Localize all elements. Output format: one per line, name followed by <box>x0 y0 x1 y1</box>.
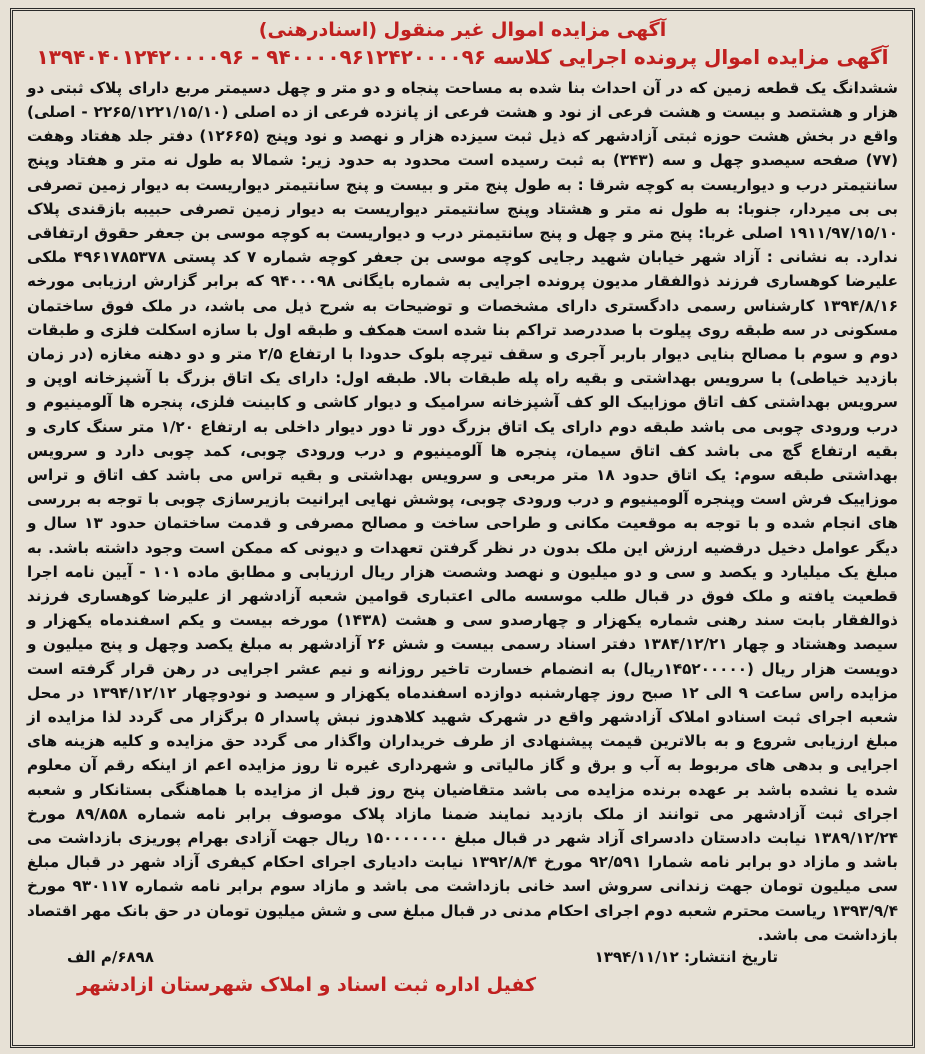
notice-subtitle: آگهی مزایده اموال پرونده اجرایی کلاسه ۹۴۰۰۰۰۹۶۱۲۴۲۰۰۰۰۹۶ - ۱۳۹۴۰۴۰۱۲۴۲۰۰۰۰۹۶ <box>36 44 889 69</box>
notice-title: آگهی مزایده اموال غیر منقول (اسنادرهنی) <box>258 19 667 41</box>
notice-meta <box>27 948 898 966</box>
notice-header <box>27 19 898 70</box>
publish-date: تاریخ انتشار: ۱۳۹۴/۱۱/۱۲ <box>594 948 778 967</box>
notice-body: ششدانگ یک قطعه زمین که در آن احداث بنا شده به مساحت پنجاه و دو متر و چهل دسیمتر مربع دارای پلاک ثبتی دو هزار و هشتصد و بیست و هشت فرعی از نود و هشت فرعی از پانزده فرعی از ده اصلی (۲۲۶۵/۱۲۲۱/۱۵/۱۰ - اصلی) واقع در بخش هشت حوزه ثبتی آزادشهر که ذیل ثبت سیزده هزار و نهصد و نود وپنج (۱۲۶۶۵) دفتر جلد هفتاد وهفت (۷۷) صفحه سیصدو چهل و سه (۳۴۳) به ثبت رسیده است محدود به حدود زیر: شمالا به طول نه متر و هفتاد وپنج سانتیمتر درب و دیواریست به کوچه شرقا : به طول پنج متر و بیست و پنج سانتیمتر دیواریست به دیوار زمین تصرفی بی بی میردار، جنوبا: به طول نه متر و هشتاد وپنج سانتیمتر دیواریست به دیوار زمین تصرفی حبیبه بازقندی پلاک ۱۹۱۱/۹۷/۱۵/۱۰ اصلی غربا: پنج متر و چهل و پنج سانتیمتر درب و دیواریست به کوچه موسی بن جعفر حقوق ارتفاقی ندارد. به نشانی : آزاد شهر خیابان شهید رجایی کوچه موسی بن جعفر کوچه شماره ۷ کد پستی ۴۹۶۱۷۸۵۳۷۸ ملکی علیرضا کوهساری فرزند ذوالفقار مدیون پرونده اجرایی به شماره بایگانی ۹۴۰۰۰۹۸ که برابر گزارش ارزیابی مورخه ۱۳۹۴/۸/۱۶ کارشناس رسمی دادگستری دارای مشخصات و توضیحات به شرح ذیل می باشد، در ملک فوق ساختمان مسکونی در سه طبقه روی پیلوت با صددرصد تراکم بنا شده است همکف و طبقه اول با سازه اسکلت فلزی و طبقات دوم و سوم با مصالح بنایی دیوار باربر آجری و سقف تیرچه بلوک حدودا با ارتفاع ۲/۵ متر و دو دهنه مغازه (در زمان بازدید خیاطی) با سرویس بهداشتی و بقیه راه پله طبقات بالا. طبقه اول: دارای یک اتاق بزرگ با آشپزخانه اوپن و سرویس بهداشتی کف اتاق موزاییک الو کف آشپزخانه سرامیک و دیوار کاشی و کابینت فلزی، پنجره ها آلومینیوم و درب ورودی چوبی می باشد طبقه دوم دارای یک اتاق بزرگ دور تا دور دیوار داخلی به ارتفاع ۱/۲۰ متر سنگ کاری و بقیه ارتفاع گچ می باشد کف اتاق سیمان، پنجره ها آلومینیوم و درب ورودی چوبی، کمد چوبی دارد و سرویس بهداشتی طبقه سوم: یک اتاق حدود ۱۸ متر مربعی و سرویس بهداشتی و بقیه تراس می باشد کف اتاق و تراس موزاییک فرش است وپنجره آلومینیوم و درب ورودی چوبی، پوشش نهایی ایرانیت بازیرسازی چوبی با توجه به بررسی های انجام شده و با توجه به موقعیت مکانی و طراحی ساخت و مصالح مصرفی و قدمت ساختمان حدود ۱۳ سال و دیگر عوامل دخیل درقضیه ارزش این ملک بدون در نظر گرفتن تعهدات و دیونی که ممکن است وجود داشته باشد. به مبلغ یک میلیارد و یکصد و سی و دو میلیون و نهصد وشصت هزار ریال ارزیابی و مطابق ماده ۱۰۱ - آیین نامه اجرا قطعیت یافته و ملک فوق در قبال طلب موسسه مالی اعتباری قوامین شعبه آزادشهر از علیرضا کوهساری فرزند ذوالفقار بابت سند رهنی شماره یکهزار و چهارصدو سی و هشت (۱۴۳۸) مورخه بیست و یکم اسفندماه یکهزار و سیصد وهشتاد و چهار ۱۳۸۴/۱۲/۲۱ دفتر اسناد رسمی بیست و شش ۲۶ آزادشهر به مبلغ یکصد وچهل و پنج میلیون و دویست هزار ریال (۱۴۵۲۰۰۰۰۰ریال) به انضمام خسارت تاخیر روزانه و نیم عشر اجرایی در رهن قرار گرفته است مزایده راس ساعت ۹ الی ۱۲ صبح روز چهارشنبه دوازده اسفندماه یکهزار و سیصد و نودوچهار ۱۳۹۴/۱۲/۱۲ در محل شعبه اجرای ثبت اسنادو املاک آزادشهر واقع در شهرک شهید کلاهدوز نبش پاسدار ۵ برگزار می گردد لذا مزایده از مبلغ ارزیابی شروع و به بالاترین قیمت پیشنهادی از طرف خریداران واگذار می گردد حق مزایده و کلیه هزینه های اجرایی و بدهی های مربوط به آب و برق و گاز مالیاتی و شهرداری غیره تا روز مزایده اعم از اینکه رقم آن معلوم شده یا نشده باشد بر عهده برنده مزایده می باشد متقاضیان پنج روز قبل از مزایده با هماهنگی بستانکار و شعبه اجرای ثبت آزادشهر می توانند از ملک بازدید نمایند ضمنا مازاد پلاک موصوف برابر نامه شماره ۸۹/۸۵۸ مورخ ۱۳۸۹/۱۲/۲۴ نیابت دادستان دادسرای آزاد شهر در قبال مبلغ ۱۵۰۰۰۰۰۰۰ ریال جهت آزادی بهرام پوریزی بازداشت می باشد و مازاد دو برابر نامه شمارا ۹۲/۵۹۱ مورخ ۱۳۹۲/۸/۴ نیابت دادیاری اجرای احکام کیفری آزاد شهر در قبال مبلغ سی میلیون تومان جهت زندانی سروش اسد خانی بازداشت می باشد و مازاد سوم برابر نامه شماره ۹۳۰۱۱۷ مورخ ۱۳۹۳/۹/۴ ریاست محترم شعبه دوم اجرای احکام مدنی در قبال مبلغ سی و شش میلیون تومان در حق بانک مهر اقتصاد بازداشت می باشد. <box>27 78 899 944</box>
notice-code: ۶۸۹۸/م الف <box>67 948 154 967</box>
notice-signature: کفیل اداره ثبت اسناد و املاک شهرستان ازادشهر <box>77 974 537 997</box>
notice-frame <box>10 8 915 1048</box>
